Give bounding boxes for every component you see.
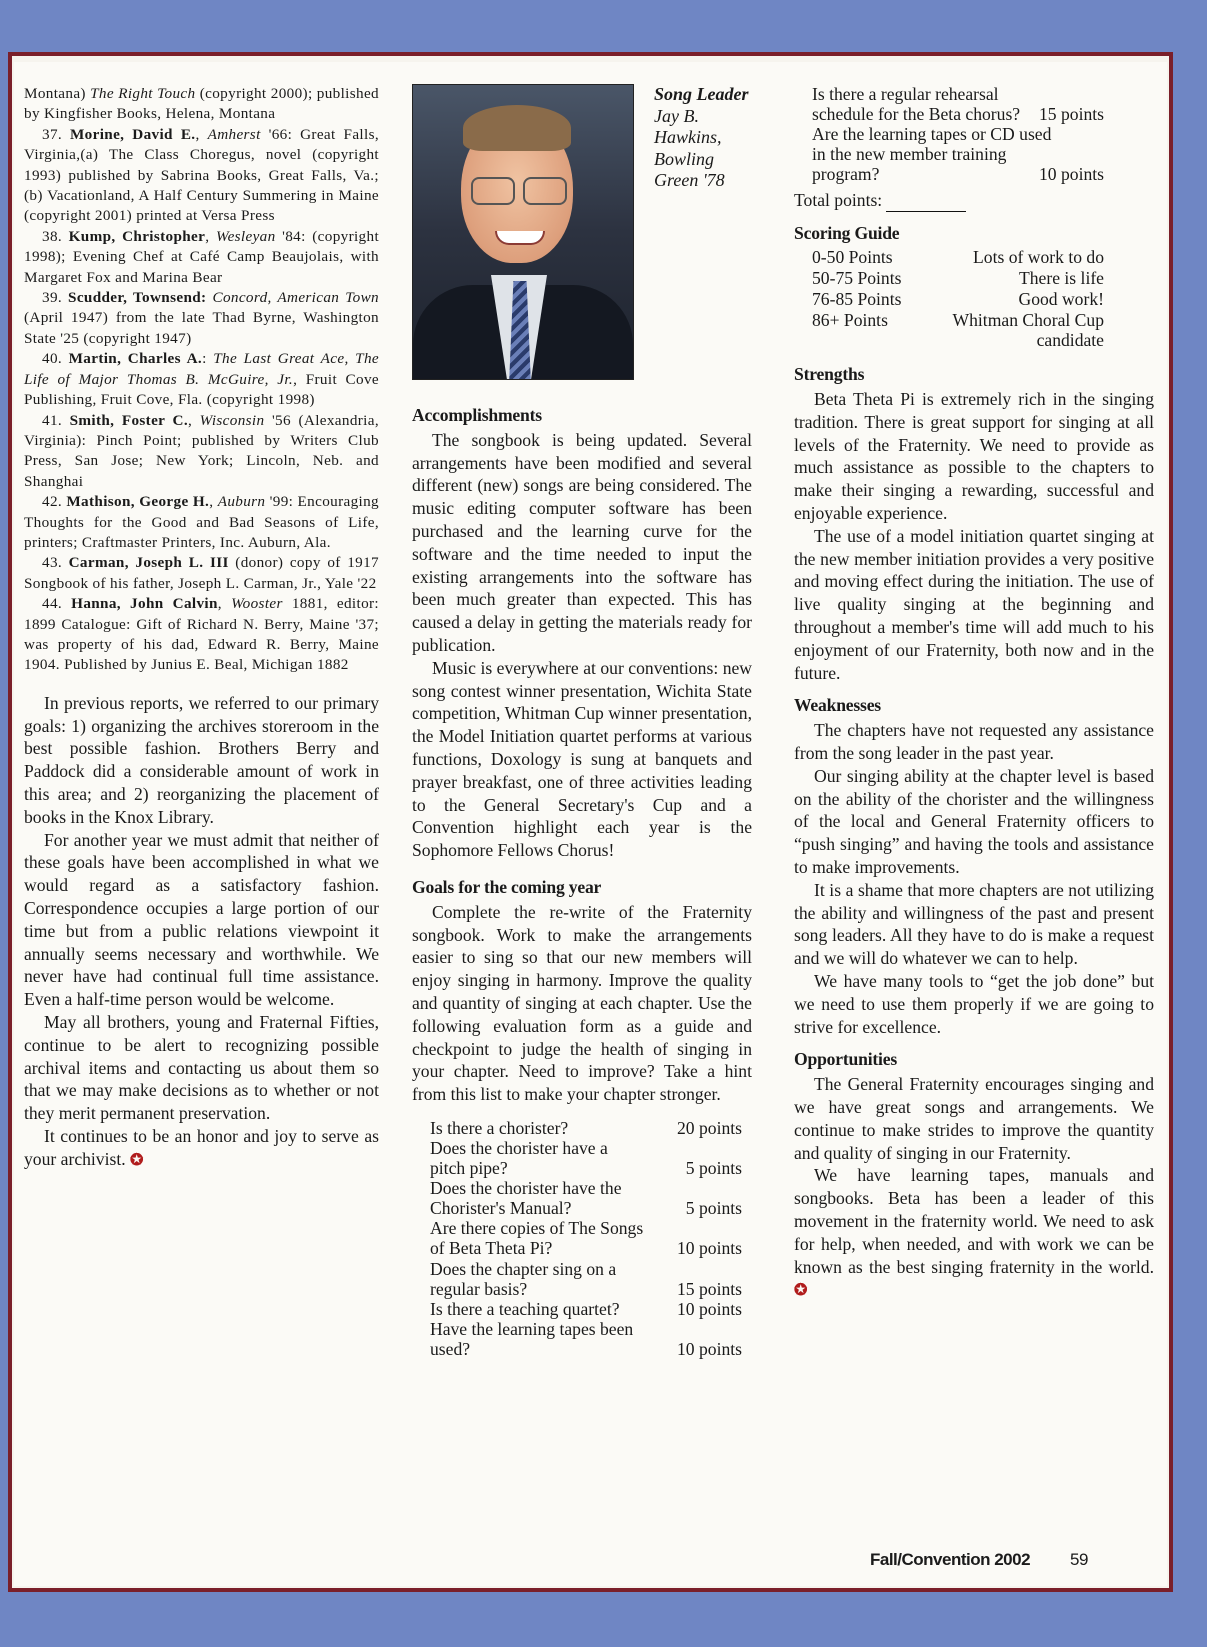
bibliography-entry: 44. Hanna, John Calvin, Wooster 1881, editor: 1899 Catalogue: Gift of Richard N. Berry, Maine '37; was property of his dad, Edward R. Berry, Maine 1904. Published by Junius E. Beal, Michigan 1882 xyxy=(24,595,379,674)
scoring-guide xyxy=(812,247,1154,330)
evaluation-question: Does the chorister have a pitch pipe? xyxy=(430,1138,608,1179)
paragraph: Beta Theta Pi is extremely rich in the singing tradition. There is great support for singing at all levels of the Fraternity. We need to provide as much assistance as possible to the chapters to make their singing a rewarding, successful and enjoyable experience. xyxy=(794,389,1154,524)
scoring-range: 0-50 Points xyxy=(812,247,893,268)
heading-goals: Goals for the coming year xyxy=(412,876,602,897)
evaluation-question: Are the learning tapes or CD used in the new member training program? xyxy=(812,124,1052,185)
dragon-endmark-icon: ✪ xyxy=(794,1282,808,1300)
bibliography-entry: 40. Martin, Charles A.: The Last Great Ace, The Life of Major Thomas B. McGuire, Jr., Fruit Cove Publishing, Fruit Cove, Fla. (copyright 1998) xyxy=(24,350,380,409)
heading-opportunities: Opportunities xyxy=(794,1049,897,1070)
column-archivist-report xyxy=(24,84,379,1173)
heading-scoring: Scoring Guide xyxy=(794,223,900,244)
dragon-endmark-icon: ✪ xyxy=(130,1151,144,1169)
evaluation-points: 10 points xyxy=(1038,164,1104,185)
scoring-description: There is life xyxy=(1019,268,1104,289)
total-label: Total points: xyxy=(794,190,883,211)
evaluation-row xyxy=(430,1259,752,1299)
paragraph: We have many tools to “get the job done” but we need to use them properly if we are going to strive for excellence. xyxy=(794,970,1154,1037)
evaluation-question: Is there a chorister? xyxy=(430,1117,569,1138)
bibliography-entry: 37. Morine, David E., Amherst '66: Great Falls, Virginia,(a) The Class Choregus, novel (copyright 1993) published by Sabrina Books, Great Falls, Va.; (b) Vacationland, A Half Century Summering in Maine (copyright 2001) printed at Versa Press xyxy=(24,125,379,225)
paragraph: It continues to be an honor and joy to serve as your archivist. ✪ xyxy=(24,1125,379,1169)
evaluation-question: Is there a teaching quartet? xyxy=(430,1298,620,1319)
heading-weaknesses: Weaknesses xyxy=(794,695,881,716)
bibliography-entry: 41. Smith, Foster C., Wisconsin '56 (Alexandria, Virginia): Pinch Point; published by Writers Club Press, San Jose; New York; Lincoln, Neb. and Shanghai xyxy=(24,411,379,490)
evaluation-row xyxy=(430,1138,752,1178)
song-leader-body xyxy=(412,404,752,1106)
paragraph: Complete the re-write of the Fraternity songbook. Work to make the arrangements easier to sing so that our new members will enjoy singing in harmony. Improve the quality and quantity of singing at each chapter. Use the following evaluation form as a guide and checkpoint to judge the health of singing in your chapter. Need to improve? Take a hint from this list to make your chapter stronger. xyxy=(412,901,752,1105)
paragraph: The songbook is being updated. Several arrangements have been modified and several different (new) songs are being considered. The music editing computer software has been purchased and the learning curve for the software and the time needed to input the existing arrangements into the software has been much greater than expected. This has caused a delay in getting the materials ready for publication. xyxy=(412,429,752,655)
song-leader-photo xyxy=(412,84,634,380)
paragraph: It is a shame that more chapters are not utilizing the ability and willingness of the past and present song leaders. All they have to do is make a request and we will do whatever we can to help. xyxy=(794,879,1154,969)
evaluation-row xyxy=(430,1218,752,1258)
heading-accomplishments: Accomplishments xyxy=(412,405,542,425)
paragraph: The General Fraternity encourages singing and we have great songs and arrangements. We continue to make strides to improve the quantity and quality of singing in our Fraternity. xyxy=(794,1074,1154,1163)
page-footer xyxy=(870,1550,1088,1570)
paragraph: May all brothers, young and Fraternal Fifties, continue to be alert to recognizing possible archival items and contacting us about them so that we may make decisions as to whether or not they merit permanent preservation. xyxy=(24,1011,379,1124)
paragraph: We have learning tapes, manuals and songbooks. Beta has been a leader of this movement in the fraternity world. We need to ask for help, when needed, and with work we can be known as the best singing fraternity in the world. ✪ xyxy=(794,1165,1154,1300)
evaluation-question: Are there copies of The Songs of Beta Theta Pi? xyxy=(430,1218,644,1259)
page-number: 59 xyxy=(1070,1550,1088,1569)
column-evaluation-continued xyxy=(794,84,1154,1303)
caption-name: Jay B. Hawkins, Bowling Green '78 xyxy=(654,105,725,190)
evaluation-points: 10 points xyxy=(676,1298,742,1319)
scoring-range: 50-75 Points xyxy=(812,268,902,289)
evaluation-points: 5 points xyxy=(685,1158,742,1179)
bibliography-entry: 39. Scudder, Townsend: Concord, American Town (April 1947) from the late Thad Byrne, Washington State '25 (copyright 1947) xyxy=(24,289,379,347)
issue-label: Fall/Convention 2002 xyxy=(870,1550,1031,1569)
total-blank xyxy=(886,190,966,212)
total-points xyxy=(794,190,1154,212)
scoring-extra: candidate xyxy=(1036,330,1104,351)
scoring-row xyxy=(812,289,1154,310)
paragraph: In previous reports, we referred to our primary goals: 1) organizing the archives storeroom in the best possible fashion. Brothers Berry and Paddock did a considerable amount of work in this area; and 2) reorganizing the placement of books in the Knox Library. xyxy=(24,692,379,827)
bibliography-entry: 38. Kump, Christopher, Wesleyan '84: (copyright 1998); Evening Chef at Café Camp Beaujolais, with Margaret Fox and Marina Bear xyxy=(24,227,380,286)
paragraph: The use of a model initiation quartet singing at the new member initiation provides a very positive and moving effect during the initiation. The use of live quality singing at the beginning and throughout a member's time will add much to his enjoyment of our Fraternity, both now and in the future. xyxy=(794,525,1154,683)
scoring-and-analysis xyxy=(794,222,1154,1303)
evaluation-form xyxy=(430,1118,752,1359)
scoring-row xyxy=(812,268,1154,289)
paragraph: Our singing ability at the chapter level is based on the ability of the chorister and the willingness of the local and General Fraternity officers to “push singing” and having the tools and assistance to make improvements. xyxy=(794,765,1154,877)
bibliography-entry: Montana) The Right Touch (copyright 2000); published by Kingfisher Books, Helena, Montana xyxy=(24,85,379,123)
photo-caption xyxy=(654,84,754,192)
evaluation-points: 15 points xyxy=(676,1278,742,1299)
paragraph: For another year we must admit that neither of these goals have been accomplished in what we would regard as a satisfactory fashion. Correspondence occupies a large portion of our time but from a public relations viewpoint it annually seems necessary and worthwhile. We never have had continual full time assistance. Even a half-time person would be welcome. xyxy=(24,829,379,1010)
evaluation-points: 15 points xyxy=(1038,104,1104,125)
evaluation-form-continued xyxy=(812,84,1154,184)
bibliography-entry: 42. Mathison, George H., Auburn '99: Encouraging Thoughts for the Good and Bad Seasons of Life, printers; Craftmaster Printers, Inc. Auburn, Ala. xyxy=(24,493,379,551)
evaluation-row xyxy=(812,84,1154,124)
evaluation-points: 20 points xyxy=(676,1117,742,1138)
scoring-description: Good work! xyxy=(1018,288,1104,309)
archivist-body xyxy=(24,692,379,1173)
scoring-range: 86+ Points xyxy=(812,309,888,330)
evaluation-question: Does the chorister have the Chorister's Manual? xyxy=(430,1178,622,1219)
evaluation-row xyxy=(430,1319,752,1359)
caption-title: Song Leader xyxy=(654,84,749,104)
scoring-row xyxy=(812,247,1154,268)
evaluation-question: Is there a regular rehearsal schedule for the Beta chorus? xyxy=(812,84,1021,125)
evaluation-points: 10 points xyxy=(676,1238,742,1259)
paragraph: Music is everywhere at our conventions: new song contest winner presentation, Wichita State competition, Whitman Cup winner presentation, the Model Initiation quartet performs at various functions, Doxology is sung at banquets and prayer breakfast, one of three activities leading to the General Secretary's Cup and a Convention highlight each year is the Sophomore Fellows Chorus! xyxy=(412,657,752,861)
scoring-range: 76-85 Points xyxy=(812,288,902,309)
scoring-row xyxy=(812,310,1154,331)
evaluation-row xyxy=(430,1118,752,1138)
evaluation-question: Have the learning tapes been used? xyxy=(430,1318,634,1359)
magazine-page xyxy=(14,62,1167,1586)
scoring-description: Lots of work to do xyxy=(973,247,1104,268)
bibliography-entry: 43. Carman, Joseph L. III (donor) copy of 1917 Songbook of his father, Joseph L. Carman, Jr., Yale '22 xyxy=(24,554,379,592)
heading-strengths: Strengths xyxy=(794,364,865,385)
scoring-description: Whitman Choral Cup xyxy=(952,309,1104,330)
evaluation-points: 5 points xyxy=(685,1198,742,1219)
evaluation-points: 10 points xyxy=(676,1338,742,1359)
bibliography-list xyxy=(24,84,379,676)
evaluation-row xyxy=(430,1299,752,1319)
portrait-block xyxy=(412,84,752,384)
paragraph: The chapters have not requested any assistance from the song leader in the past year. xyxy=(794,720,1154,763)
evaluation-row xyxy=(430,1178,752,1218)
evaluation-question: Does the chapter sing on a regular basis? xyxy=(430,1258,617,1299)
evaluation-row xyxy=(812,124,1154,184)
column-song-leader xyxy=(412,84,752,1359)
